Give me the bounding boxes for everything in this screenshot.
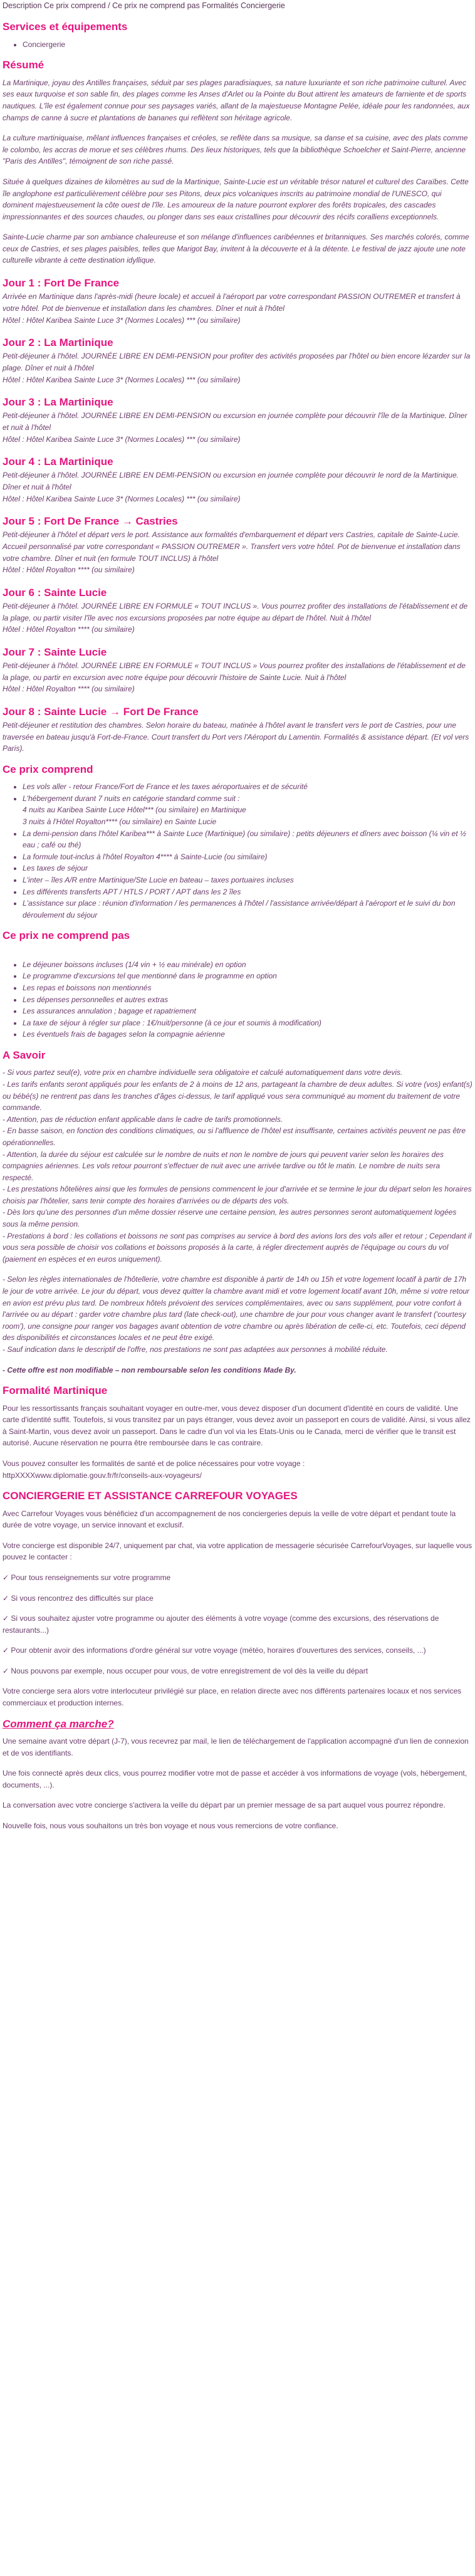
day-hotel: Hôtel : Hôtel Royalton **** (ou similaire) [3,684,135,694]
resume-paragraph: Sainte-Lucie charme par son ambiance chaleureuse et son mélange d'influences caribéennes et britanniques. Ses marchés colorés, comme ceux de Castries, et ses plages paisibles, telles que Marigot Bay, invitent à la découverte et à la détente. Le festival de jazz ajoute une note culturelle vibrante à cette destination idyllique. [3,233,469,265]
day-hotel: Hôtel : Hôtel Karibea Sainte Luce 3* (Normes Locales) *** (ou similaire) [3,434,241,444]
day-title: Jour 1 : Fort De France [3,277,120,290]
conciergerie-paragraph: Avec Carrefour Voyages vous bénéficiez d'un accompagnement de nos conciergeries depuis la veille de votre départ et pendant toute la durée de votre voyage, un service innovant et exclusif. [3,1509,456,1530]
day-hotel: Hôtel : Hôtel Karibea Sainte Luce 3* (Normes Locales) *** (ou similaire) [3,375,241,384]
list-item: • L'assistance sur place : réunion d'information / les permanences à l'hôtel / l'assistance arrivée/départ à l'aéroport et le suivi du bon déroulement du séjour [23,898,472,921]
day-title: Jour 4 : La Martinique [3,456,113,468]
day-5 [3,515,472,576]
list-item: • La taxe de séjour à régler sur place : 1€/nuit/personne (à ce jour et soumis à modification) [23,1017,472,1029]
excludes-title: Ce prix ne comprend pas [3,929,130,942]
day-description: Petit-déjeuner à l'hôtel et départ vers le port. Assistance aux formalités d'embarquement et départ vers Castries, capitale de Sainte-Lucie. Accueil personnalisé par votre correspondant « PASSION OUTREMER ». Transfert vers votre hôtel. Pot de bienvenue et installation dans votre chambre. Dîner et nuit (en formule TOUT INCLUS) à l'hôtel [3,530,461,563]
list-item: • Le déjeuner boissons incluses (1/4 vin + ½ eau minérale) en option [23,959,472,971]
day-description: Petit-déjeuner à l'hôtel. JOURNÉE LIBRE EN DEMI-PENSION ou excursion en journée complète pour découvrir l'île de la Martinique. Dîner et nuit à l'hôtel [3,411,467,432]
day-title: Jour 8 : Sainte Lucie → Fort De France [3,705,199,718]
day-1 [3,276,472,326]
breadcrumb: Description Ce prix comprend / Ce prix ne comprend pas Formalités Conciergerie [3,1,285,10]
list-item: • La formule tout-inclus à l'hôtel Royalton 4**** à Sainte-Lucie (ou similaire) [23,851,472,863]
comment-paragraph: Nouvelle fois, nous vous souhaitons un très bon voyage et nous vous remercions de votre confiance. [3,1821,338,1831]
day-hotel: Hôtel : Hôtel Karibea Sainte Luce 3* (Normes Locales) *** (ou similaire) [3,315,241,325]
excludes-list [3,959,472,1040]
comment-title: Comment ça marche? [3,1717,114,1730]
list-item: • Les assurances annulation ; bagage et rapatriement [23,1005,472,1017]
day-title: Jour 6 : Sainte Lucie [3,586,107,599]
day-description: Petit-déjeuner à l'hôtel. JOURNÉE LIBRE EN FORMULE « TOUT INCLUS » Vous pourrez profiter des installations de l'établissement et de la plage, ou partir en excursion avec notre équipe pour découvrir l'histoire de Sainte Lucie. Nuit à l'hôtel [3,661,466,682]
conciergerie-check: ✓ Nous pouvons par exemple, nous occuper pour vous, de votre enregistrement de vol dès la veille du départ [3,1666,368,1675]
day-8 [3,705,472,755]
list-item: 3 nuits à l'Hôtel Royalton**** (ou similaire) en Sainte Lucie [23,817,217,827]
resume-paragraph: La culture martiniquaise, mêlant influences françaises et créoles, se reflète dans sa musique, sa danse et sa cuisine, avec des plats comme le colombo, les accras de morue et ses célèbres rhums. Des lieux historiques, tels que la bibliothèque Schoelcher et Saint-Pierre, ancienne "Paris des Antilles", témoignent de son riche passé. [3,134,468,166]
list-item: • Les éventuels frais de bagages selon la compagnie aérienne [23,1029,472,1040]
day-description: Petit-déjeuner et restitution des chambres. Selon horaire du bateau, matinée à l'hôtel avant le transfert vers le port de Castries, pour une traversée en bateau jusqu'à Fort-de-France. Court transfert du Port vers l'Aéroport du Lamentin. Formalités & assistance départ. (Et vol vers Paris). [3,721,469,753]
list-item: • Les vols aller - retour France/Fort de France et les taxes aéroportuaires et de sécurité [23,781,472,793]
resume-paragraph: Située à quelques dizaines de kilomètres au sud de la Martinique, Sainte-Lucie est un véritable trésor naturel et culturel des Caraïbes. Cette île anglophone est particulièrement célèbre pour ses Pitons, deux pics volcaniques inscrits au patrimoine mondial de l'UNESCO, qui dominent majestueusement la côte ouest de l'île. Les amoureux de la nature pourront explorer des forêts tropicales, des cascades impressionnantes et des sources chaudes, ou plonger dans ses eaux cristallines pour découvrir des récifs coralliens exceptionnels. [3,177,469,221]
day-description: Petit-déjeuner à l'hôtel. JOURNÉE LIBRE EN DEMI-PENSION ou excursion en journée complète pour découvrir le nord de la Martinique. Dîner et nuit à l'hôtel [3,471,459,491]
day-7 [3,646,472,695]
list-item: 4 nuits au Karibea Sainte Luce Hôtel*** (ou similaire) en Martinique [23,805,246,815]
conciergerie-title: CONCIERGERIE ET ASSISTANCE CARREFOUR VOYAGES [3,1490,298,1502]
conciergerie-paragraph: Votre concierge sera alors votre interlocuteur privilégié sur place, en relation directe avec nos différents partenaires locaux et nos services commerciaux et production internes. [3,1687,462,1708]
itinerary [3,276,472,755]
formalites-paragraph: Pour les ressortissants français souhaitant voyager en outre-mer, vous devez disposer d'un document d'identité en cours de validité. Une carte d'identité suffit. Toutefois, si vous transitez par un pays étranger, vous devez avoir un passeport en cours de validité. Ainsi, si vous allez à Saint-Martin, vous devez avoir un passeport. Dans le cadre d'un vol via les Etats-Unis ou le Canada, merci de vérifier que le transit est autorisé. Aucune réservation ne pourra être remboursée dans le cas contraire. [3,1403,471,1448]
list-item: • La demi-pension dans l'hôtel Karibea*** à Sainte Luce (Martinique) (ou similaire) : petits déjeuners et dîners avec boisson (¼ vin et ½ eau ; café ou thé) [23,828,472,851]
includes-list [3,781,472,921]
includes-title: Ce prix comprend [3,763,93,775]
day-3 [3,395,472,445]
comment-paragraph: Une fois connecté après deux clics, vous pourrez modifier votre mot de passe et accéder à vos informations de voyage (vols, hébergement, documents, ...). [3,1769,467,1789]
services-title: Services et équipements [3,21,128,33]
list-item: • Les taxes de séjour [23,862,472,874]
day-6 [3,586,472,636]
day-hotel: Hôtel : Hôtel Royalton **** (ou similaire) [3,625,135,634]
list-item: • Les différents transferts APT / HTLS / PORT / APT dans les 2 îles [23,886,472,898]
list-item: • Les repas et boissons non mentionnés [23,982,472,994]
conciergerie-check: ✓ Pour obtenir avoir des informations d'ordre général sur votre voyage (météo, horaires d'ouvertures des services, conseils, ...) [3,1646,426,1655]
list-item: • L'hébergement durant 7 nuits en catégorie standard comme suit : [23,793,472,805]
resume-title: Résumé [3,59,44,71]
conciergerie-check: ✓ Si vous souhaitez ajuster votre programme ou ajouter des éléments à votre voyage (comme des excursions, des réservations de restaurants...) [3,1614,439,1635]
list-item: • Le programme d'excursions tel que mentionné dans le programme en option [23,970,472,982]
day-title: Jour 7 : Sainte Lucie [3,646,107,658]
conciergerie-paragraph: Votre concierge est disponible 24/7, uniquement par chat, via votre application de messagerie sécurisée CarrefourVoyages, sur laquelle vous pouvez le contacter : [3,1541,472,1562]
services-item-conciergerie: • Conciergerie [23,39,472,51]
conciergerie-check: ✓ Si vous rencontrez des difficultés sur place [3,1593,154,1603]
day-description: Arrivée en Martinique dans l'après-midi (heure locale) et accueil à l'aéroport par votre correspondant PASSION OUTREMER et transfert à votre hôtel. Pot de bienvenue et installation dans les chambres. Dîner et nuit à l'hôtel [3,292,461,313]
savoir-paragraph: - Si vous partez seul(e), votre prix en chambre individuelle sera obligatoire et calculé automatiquement dans votre devis. - Les tarifs enfants seront appliqués pour les enfants de 2 à moins de 12 ans, partageant la chambre de deux adultes. Si votre (vos) enfant(s) ou bébé(s) ne rentrent pas dans les tranches d'âges ci-dessus, le tarif appliqué vous sera communiqué au moment du traitement de votre commande. - Attention, pas de réduction enfant applicable dans le cadre de tarifs promotionnels. - En basse saison, en fonction des conditions climatiques, ou si l'affluence de l'hôtel est insuffisante, certaines activités peuvent ne pas être opérationnelles. - Attention, la durée du séjour est calculée sur le nombre de nuits et non le nombre de jours qui peuvent varier selon les horaires des compagnies aériennes. Les vols retour pourront s'effectuer de nuit avec une arrivée tardive ou tôt le matin. Le nombre de nuits sera respecté. - Les prestations hôtelières ainsi que les formules de pensions commencent le jour d'arrivée et se termine le jour du départ selon les horaires choisis par l'hôtelier, sans tenir compte des horaires d'arrivées ou de départs des vols. - Dès lors qu'une des personnes d'un même dossier réserve une certaine pension, les autres personnes seront automatiquement logées sous la même pension. - Prestations à bord : les collations et boissons ne sont pas comprises au service à bord des avions lors des vols aller et retour ; Cependant il vous sera possible de choisir vos collations et boissons proposés à la carte, à régler directement auprès de l'équipage ou cours du vol (paiement en espèces et en euros uniquement). [3,1068,472,1264]
day-title: Jour 2 : La Martinique [3,337,113,349]
list-item: • L'inter – îles A/R entre Martinique/Ste Lucie en bateau – taxes portuaires incluses [23,874,472,886]
day-2 [3,336,472,385]
list-item: • Les dépenses personnelles et autres extras [23,994,472,1006]
day-title: Jour 5 : Fort De France → Castries [3,515,178,528]
day-hotel: Hôtel : Hôtel Royalton **** (ou similaire) [3,565,135,575]
savoir-note: - Cette offre est non modifiable – non remboursable selon les conditions Made By. [3,1365,296,1374]
formalites-links [3,1458,472,1481]
day-title: Jour 3 : La Martinique [3,396,113,409]
day-4 [3,455,472,505]
comment-paragraph: Une semaine avant votre départ (J-7), vous recevrez par mail, le lien de téléchargement de l'application accompagné d'un lien de connexion et de vos identifiants. [3,1737,469,1757]
savoir-paragraph: - Selon les règles internationales de l'hôtellerie, votre chambre est disponible à partir de 14h ou 15h et votre logement locatif à partir de 17h le jour de votre arrivée. Le jour du départ, vous devez quitter la chambre avant midi et votre logement locatif avant 10h, même si votre retour en avion est prévu plus tard. De nombreux hôtels prévoient des services complémentaires, avec ou sans supplément, pour votre confort à l'arrivée ou au départ : garder votre chambre plus tard (late check-out), une chambre de jour pour vous changer avant le transfert ('courtesy room'), une consigne pour ranger vos bagages avant obtention de votre chambre ou après libération de celle-ci, etc. Toutefois, ceci dépend des disponibilités et circonstances locales et ne peut être exigé. - Sauf indication dans le descriptif de l'offre, nos prestations ne sont pas adaptées aux personnes à mobilité réduite. [3,1275,470,1354]
formalites-link-intro: Vous pouvez consulter les formalités de santé et de police nécessaires pour votre voyage : [3,1458,305,1468]
day-description: Petit-déjeuner à l'hôtel. JOURNÉE LIBRE EN FORMULE « TOUT INCLUS ». Vous pourrez profiter des installations de l'établissement et de la plage, ou partir visiter l'île avec nos excursions proposées par notre équipe au départ de l'hôtel. Nuit à l'hôtel [3,602,468,622]
day-description: Petit-déjeuner à l'hôtel. JOURNÉE LIBRE EN DEMI-PENSION pour profiter des activités proposées par l'hôtel ou bien encore lézarder sur la plage. Dîner et nuit à l'hôtel [3,352,471,372]
services-list [3,39,472,51]
formalites-link[interactable]: httpXXXXwww.diplomatie.gouv.fr/fr/conseils-aux-voyageurs/ [3,1470,202,1480]
savoir-title: A Savoir [3,1049,46,1061]
formalites-title: Formalité Martinique [3,1385,108,1397]
comment-paragraph: La conversation avec votre concierge s'activera la veille du départ par un premier message de sa part auquel vous pourrez répondre. [3,1801,446,1810]
day-hotel: Hôtel : Hôtel Karibea Sainte Luce 3* (Normes Locales) *** (ou similaire) [3,494,241,503]
conciergerie-check: ✓ Pour tous renseignements sur votre programme [3,1573,171,1582]
resume-paragraph: La Martinique, joyau des Antilles françaises, séduit par ses plages paradisiaques, sa nature luxuriante et son riche patrimoine culturel. Avec ses eaux turquoise et son sable fin, des plages comme les Anses d'Arlet ou la Pointe du Bout attirent les amateurs de farniente et de sports nautiques. L'île est également connue pour ses paysages variés, allant de la majestueuse Montagne Pelée, idéale pour les randonnées, aux champs de canne à sucre et plantations de bananes qui reflètent son héritage agricole. [3,78,470,122]
